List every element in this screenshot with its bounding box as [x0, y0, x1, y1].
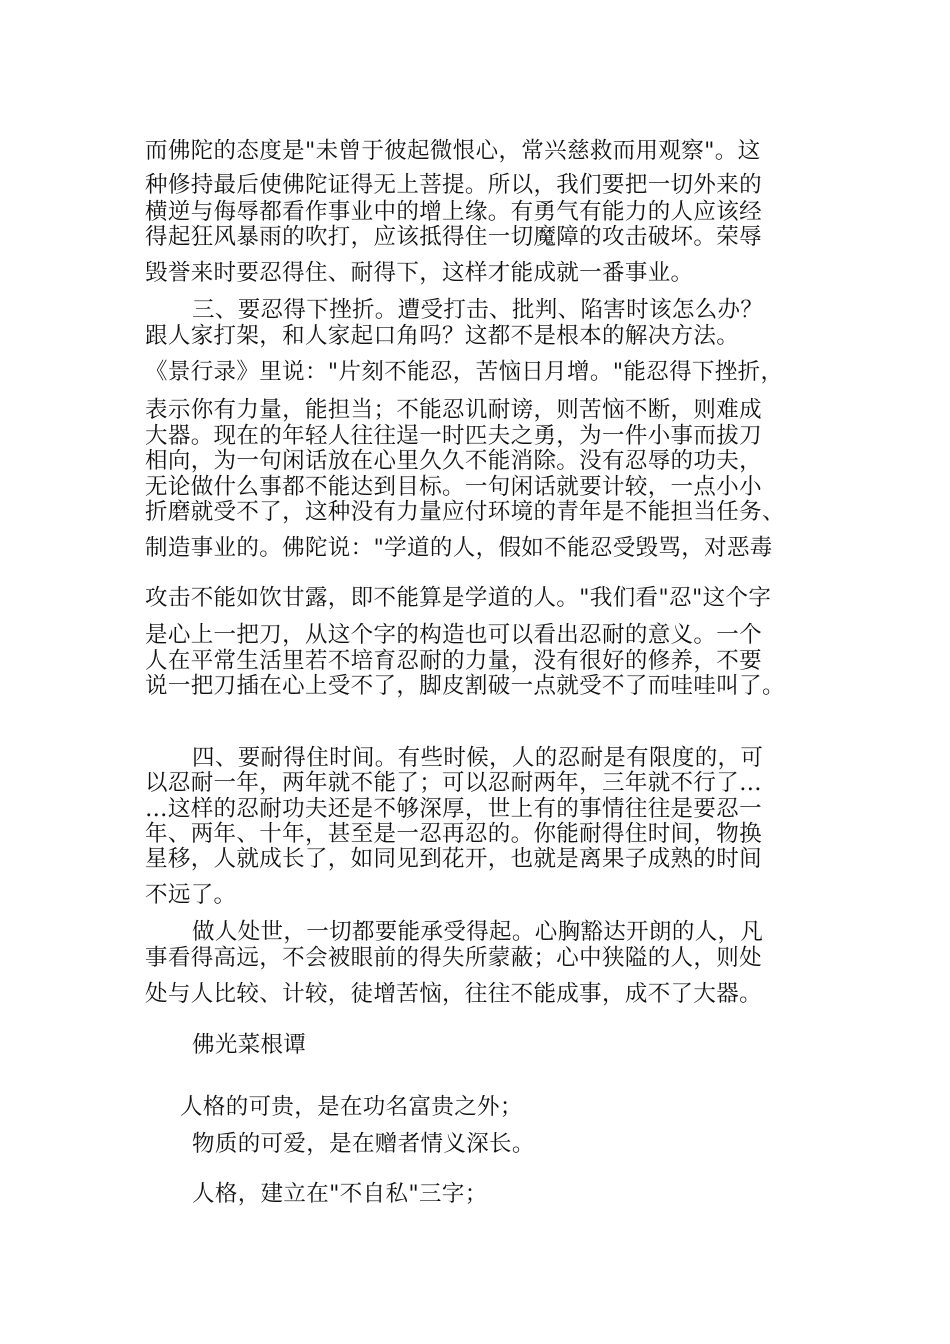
text-line: 事看得高远，不会被眼前的得失所蒙蔽；心中狭隘的人，则处: [145, 945, 762, 971]
text-line: 得起狂风暴雨的吹打，应该抵得住一切魔障的攻击破坏。荣辱: [145, 224, 762, 250]
text-line: 跟人家打架，和人家起口角吗？这都不是根本的解决方法。: [145, 323, 740, 349]
paragraph-start-line: 三、要忍得下挫折。遭受打击、批判、陷害时该怎么办？: [192, 297, 764, 323]
text-line: 《景行录》里说："片刻不能忍，苦恼日月增。"能忍得下挫折，: [145, 359, 784, 385]
text-line: 是心上一把刀，从这个字的构造也可以看出忍耐的意义。一个: [145, 622, 762, 648]
text-line: 年、两年、十年，甚至是一忍再忍的。你能耐得住时间，物换: [145, 821, 762, 847]
text-line: 表示你有力量，能担当；不能忍讥耐谤，则苦恼不断，则难成: [145, 397, 762, 423]
text-line: 毁誉来时要忍得住、耐得下，这样才能成就一番事业。: [145, 260, 694, 286]
text-line: 无论做什么事都不能达到目标。一句闲话就要计较，一点小小: [145, 474, 762, 500]
section-heading: 佛光菜根谭: [192, 1032, 307, 1058]
paragraph-start-line: 做人处世，一切都要能承受得起。心胸豁达开朗的人，凡: [192, 919, 764, 945]
paragraph-start-line: 四、要耐得住时间。有些时候，人的忍耐是有限度的，可: [192, 745, 764, 771]
text-line: 以忍耐一年，两年就不能了；可以忍耐两年，三年就不行了…: [145, 770, 762, 796]
verse-line: 人格的可贵，是在功名富贵之外；: [180, 1094, 523, 1120]
text-line: 折磨就受不了，这种没有力量应付环境的青年是不能担当任务、: [145, 499, 785, 525]
text-line: 而佛陀的态度是"未曾于彼起微恨心，常兴慈救而用观察"。这: [145, 138, 761, 164]
text-line: 人在平常生活里若不培育忍耐的力量，没有很好的修养，不要: [145, 648, 762, 674]
text-line: 横逆与侮辱都看作事业中的增上缘。有勇气有能力的人应该经: [145, 199, 762, 225]
text-line: 处与人比较、计较，徒增苦恼，往往不能成事，成不了大器。: [145, 981, 762, 1007]
text-line: …这样的忍耐功夫还是不够深厚，世上有的事情往往是要忍一: [145, 796, 762, 822]
text-line: 不远了。: [145, 882, 237, 908]
verse-line: 人格，建立在"不自私"三字；: [192, 1181, 488, 1207]
text-line: 星移，人就成长了，如同见到花开，也就是离果子成熟的时间: [145, 846, 762, 872]
text-line: 种修持最后使佛陀证得无上菩提。所以，我们要把一切外来的: [145, 172, 762, 198]
text-line: 说一把刀插在心上受不了，脚皮割破一点就受不了而哇哇叫了。: [145, 673, 785, 699]
verse-line: 物质的可爱，是在赠者情义深长。: [192, 1131, 535, 1157]
text-line: 大器。现在的年轻人往往逞一时匹夫之勇，为一件小事而拔刀: [145, 423, 762, 449]
text-line: 制造事业的。佛陀说："学道的人，假如不能忍受毁骂，对恶毒: [145, 535, 773, 561]
text-line: 攻击不能如饮甘露，即不能算是学道的人。"我们看"忍"这个字: [145, 585, 772, 611]
text-line: 相向，为一句闲话放在心里久久不能消除。没有忍辱的功夫，: [145, 448, 762, 474]
